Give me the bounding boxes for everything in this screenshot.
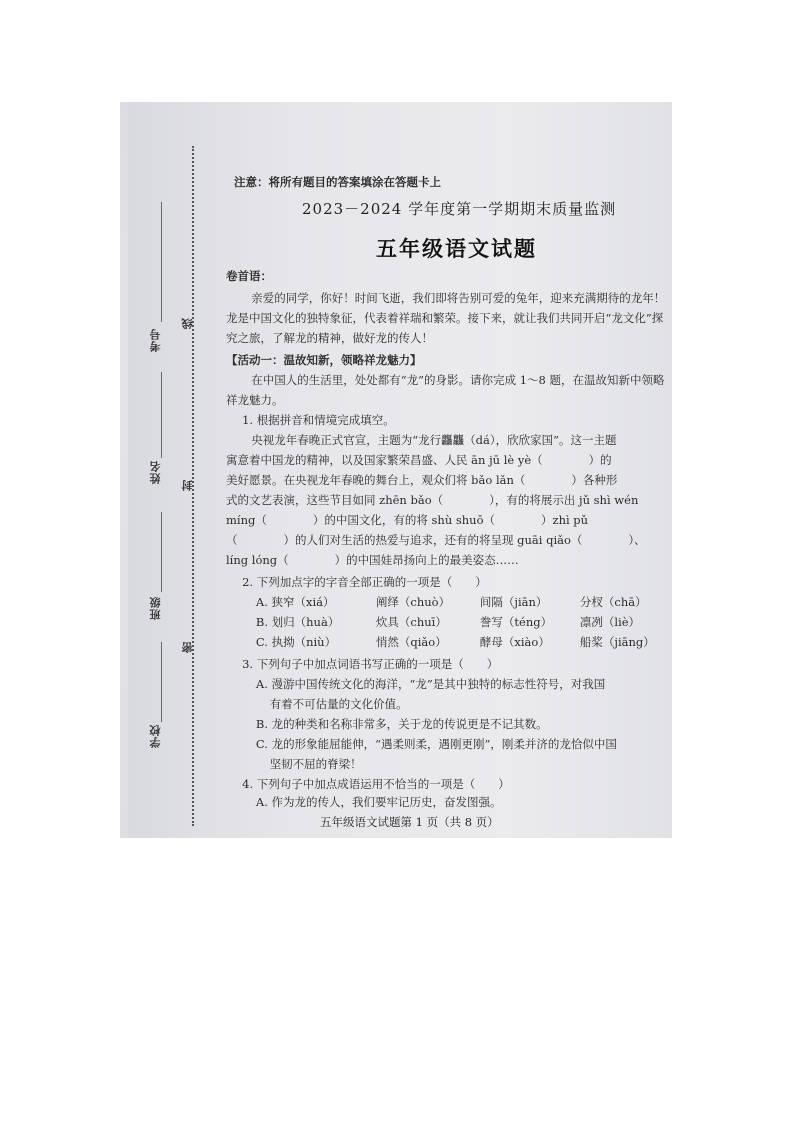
exam-period: 2023－2024 学年度第一学期期末质量监测: [302, 200, 617, 218]
q4-stem: 4. 下列句子中加点成语运用不恰当的一项是（ ）: [242, 777, 510, 791]
activity1-heading: 【活动一：温故知新，领略祥龙魅力】: [226, 353, 422, 367]
q1-line: 央视龙年春晚正式官宣，主题为“龙行龘龘（dá），欣欣家国”。这一主题: [251, 433, 617, 447]
q1-line: 美好愿景。在央视龙年春晚的舞台上，观众们将 bǎo lǎn（ ）各种形: [226, 473, 618, 487]
field-class-label: 班级: [149, 596, 162, 620]
q3-option-a: A. 漫游中国传统文化的海洋，“龙”是其中独特的标志性符号，对我国: [255, 677, 606, 691]
exam-title: 五年级语文试题: [376, 236, 537, 261]
binding-margin: [128, 102, 213, 838]
preface-text: 亲爱的同学，你好！时间飞逝，我们即将告别可爱的兔年，迎来充满期待的龙年！龙是中国文化的独特象征，代表着祥瑞和繁荣。接下来，就让我们共同开启“龙文化”探究之旅，了解龙的精神，做好龙的传人！: [226, 291, 666, 345]
q1-line: 寓意着中国龙的精神，以及国家繁荣昌盛、人民 ān jū lè yè（ ）的: [226, 453, 612, 467]
q1-line: （ ）的人们对生活的热爱与追求，还有的将呈现 guāi qiǎo（ ）、: [226, 533, 646, 547]
q2-option-b: B. 划归（huà） 炊具（chuī） 誊写（téng） 凛冽（liè）: [255, 615, 641, 629]
preface-heading: 卷首语：: [226, 269, 272, 283]
q2-option-a: A. 狭窄（xiá） 阐绎（chuò） 间隔（jiān） 分杈（chā）: [255, 595, 647, 609]
q1-stem: 1. 根据拼音和情境完成填空。: [242, 413, 395, 427]
seal-char-closed: 密: [181, 642, 194, 653]
q3-option-c: C. 龙的形象能屈能伸，“遇柔则柔，遇刚更刚”，刚柔并济的龙恰似中国: [255, 737, 617, 751]
notice: 注意：将所有题目的答案填涂在答题卡上: [234, 175, 441, 189]
q1-line: míng（ ）的中国文化，有的将 shù shuō（ ）zhì pǔ: [226, 513, 589, 527]
q4-option-a: A. 作为龙的传人，我们要牢记历史，奋发图强。: [255, 795, 502, 809]
q3-option-c-cont: 坚韧不屈的脊梁！: [269, 757, 362, 771]
q3-stem: 3. 下列句子中加点词语书写正确的一项是（ ）: [242, 657, 499, 671]
q2-stem: 2. 下列加点字的字音全部正确的一项是（ ）: [242, 575, 487, 589]
exam-photo: [120, 102, 672, 838]
q3-option-a-cont: 有着不可估量的文化价值。: [269, 697, 408, 711]
exam-paper: [128, 102, 672, 838]
page-footer: 五年级语文试题第 1 页（共 8 页）: [320, 815, 499, 829]
q1-line: líng lóng（ ）的中国娃昂扬向上的最美姿态……: [226, 553, 519, 567]
activity1-intro: 在中国人的生活里，处处都有“龙”的身影。请你完成 1～8 题，在温故知新中领略祥龙魅力。: [226, 373, 665, 407]
seal-char-seal: 封: [181, 480, 194, 491]
field-school-label: 学校: [149, 724, 162, 748]
field-exam-number-label: 考号: [149, 328, 162, 352]
field-name-label: 姓名: [149, 460, 162, 484]
q3-option-b: B. 龙的种类和名称非常多，关于龙的传说更是不记其数。: [255, 717, 548, 731]
q1-line: 式的文艺表演，这些节目如同 zhēn bǎo（ ），有的将展示出 jǔ shì wén: [226, 493, 639, 507]
q2-option-c: C. 执拗（niù） 悄然（qiǎo） 酵母（xiào） 船桨（jiāng）: [255, 635, 655, 649]
seal-char-line: 线: [181, 318, 194, 329]
